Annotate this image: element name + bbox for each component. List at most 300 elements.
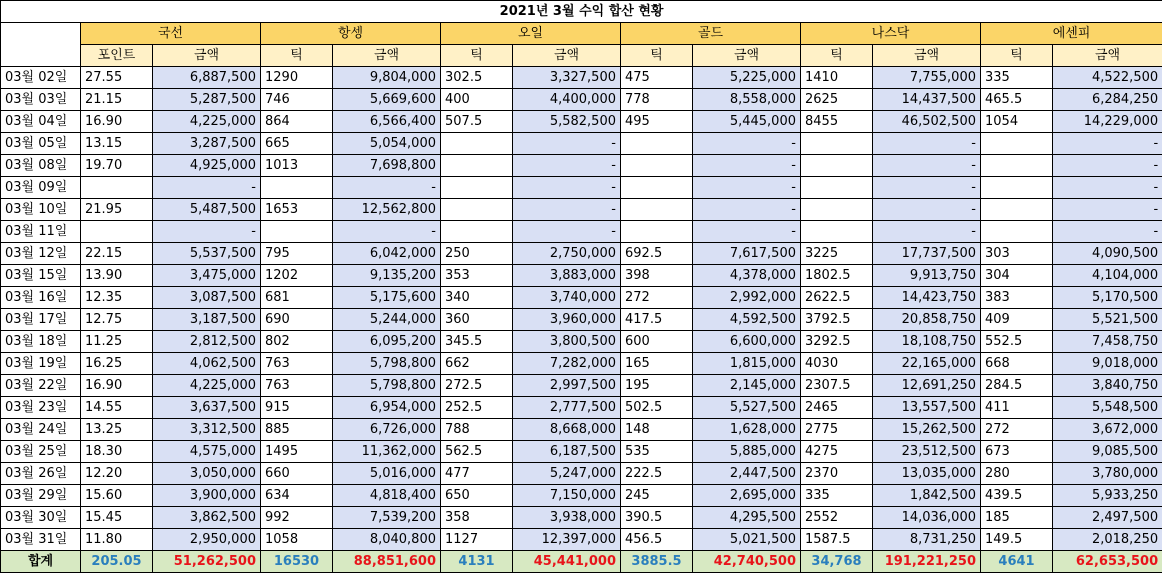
tick-cell[interactable]: 763 [261, 353, 333, 375]
amount-cell[interactable]: 4,818,400 [333, 485, 441, 507]
amount-cell[interactable]: 5,798,800 [333, 375, 441, 397]
tick-cell[interactable]: 12.75 [81, 309, 153, 331]
amount-cell[interactable]: 17,737,500 [873, 243, 981, 265]
date-cell[interactable]: 03월 31일 [1, 529, 81, 551]
tick-cell[interactable]: 345.5 [441, 331, 513, 353]
amount-cell[interactable]: 7,282,000 [513, 353, 621, 375]
tick-cell[interactable] [441, 155, 513, 177]
tick-cell[interactable]: 456.5 [621, 529, 693, 551]
tick-cell[interactable] [801, 221, 873, 243]
amount-cell[interactable]: 9,018,000 [1053, 353, 1162, 375]
amount-cell[interactable]: 8,668,000 [513, 419, 621, 441]
amount-cell[interactable]: 2,497,500 [1053, 507, 1162, 529]
sub-header-amount[interactable]: 금액 [873, 45, 981, 67]
date-cell[interactable]: 03월 09일 [1, 177, 81, 199]
tick-cell[interactable]: 390.5 [621, 507, 693, 529]
amount-cell[interactable]: 11,362,000 [333, 441, 441, 463]
amount-cell[interactable]: - [333, 177, 441, 199]
tick-cell[interactable]: 2775 [801, 419, 873, 441]
amount-cell[interactable]: 3,050,000 [153, 463, 261, 485]
amount-cell[interactable]: - [693, 177, 801, 199]
amount-cell[interactable]: 14,229,000 [1053, 111, 1162, 133]
tick-cell[interactable]: 3225 [801, 243, 873, 265]
amount-cell[interactable]: - [513, 133, 621, 155]
tick-cell[interactable]: 465.5 [981, 89, 1053, 111]
tick-cell[interactable]: 13.15 [81, 133, 153, 155]
amount-cell[interactable]: 9,913,750 [873, 265, 981, 287]
amount-cell[interactable]: 2,777,500 [513, 397, 621, 419]
tick-cell[interactable]: 400 [441, 89, 513, 111]
amount-cell[interactable]: 3,780,000 [1053, 463, 1162, 485]
date-cell[interactable]: 03월 30일 [1, 507, 81, 529]
amount-cell[interactable]: - [873, 133, 981, 155]
amount-cell[interactable]: 5,021,500 [693, 529, 801, 551]
tick-cell[interactable] [261, 221, 333, 243]
amount-cell[interactable]: 7,150,000 [513, 485, 621, 507]
date-cell[interactable]: 03월 02일 [1, 67, 81, 89]
tick-cell[interactable]: 302.5 [441, 67, 513, 89]
date-cell[interactable]: 03월 23일 [1, 397, 81, 419]
tick-cell[interactable]: 165 [621, 353, 693, 375]
amount-cell[interactable]: 3,672,000 [1053, 419, 1162, 441]
tick-cell[interactable]: 335 [981, 67, 1053, 89]
amount-cell[interactable]: 4,090,500 [1053, 243, 1162, 265]
tick-cell[interactable]: 272 [981, 419, 1053, 441]
amount-cell[interactable]: 3,740,000 [513, 287, 621, 309]
date-cell[interactable]: 03월 05일 [1, 133, 81, 155]
amount-cell[interactable]: 3,938,000 [513, 507, 621, 529]
amount-cell[interactable]: 22,165,000 [873, 353, 981, 375]
amount-cell[interactable]: 5,247,000 [513, 463, 621, 485]
total-tick-cell[interactable]: 205.05 [81, 551, 153, 573]
tick-cell[interactable]: 19.70 [81, 155, 153, 177]
tick-cell[interactable]: 4030 [801, 353, 873, 375]
group-header-0[interactable]: 국선 [81, 23, 261, 45]
tick-cell[interactable]: 11.80 [81, 529, 153, 551]
tick-cell[interactable]: 535 [621, 441, 693, 463]
amount-cell[interactable]: 3,312,500 [153, 419, 261, 441]
date-cell[interactable]: 03월 18일 [1, 331, 81, 353]
tick-cell[interactable]: 195 [621, 375, 693, 397]
tick-cell[interactable]: 4275 [801, 441, 873, 463]
amount-cell[interactable]: 6,954,000 [333, 397, 441, 419]
date-cell[interactable]: 03월 29일 [1, 485, 81, 507]
amount-cell[interactable]: 3,900,000 [153, 485, 261, 507]
amount-cell[interactable]: 3,087,500 [153, 287, 261, 309]
amount-cell[interactable]: 5,537,500 [153, 243, 261, 265]
tick-cell[interactable]: 1587.5 [801, 529, 873, 551]
amount-cell[interactable]: 4,062,500 [153, 353, 261, 375]
date-cell[interactable]: 03월 15일 [1, 265, 81, 287]
amount-cell[interactable]: 5,487,500 [153, 199, 261, 221]
tick-cell[interactable]: 12.35 [81, 287, 153, 309]
tick-cell[interactable]: 600 [621, 331, 693, 353]
amount-cell[interactable]: - [1053, 199, 1162, 221]
sub-header-tick[interactable]: 틱 [801, 45, 873, 67]
amount-cell[interactable]: 3,862,500 [153, 507, 261, 529]
amount-cell[interactable]: 13,035,000 [873, 463, 981, 485]
amount-cell[interactable]: 6,726,000 [333, 419, 441, 441]
tick-cell[interactable]: 1054 [981, 111, 1053, 133]
tick-cell[interactable]: 634 [261, 485, 333, 507]
tick-cell[interactable]: 2465 [801, 397, 873, 419]
sub-header-amount[interactable]: 금액 [153, 45, 261, 67]
amount-cell[interactable]: 12,397,000 [513, 529, 621, 551]
tick-cell[interactable]: 2370 [801, 463, 873, 485]
amount-cell[interactable]: 7,458,750 [1053, 331, 1162, 353]
tick-cell[interactable]: 650 [441, 485, 513, 507]
tick-cell[interactable] [621, 155, 693, 177]
amount-cell[interactable]: 5,798,800 [333, 353, 441, 375]
tick-cell[interactable]: 16.25 [81, 353, 153, 375]
amount-cell[interactable]: 5,548,500 [1053, 397, 1162, 419]
amount-cell[interactable]: 4,225,000 [153, 375, 261, 397]
tick-cell[interactable]: 502.5 [621, 397, 693, 419]
amount-cell[interactable]: 6,187,500 [513, 441, 621, 463]
tick-cell[interactable]: 16.90 [81, 375, 153, 397]
sub-header-tick[interactable]: 틱 [261, 45, 333, 67]
tick-cell[interactable]: 16.90 [81, 111, 153, 133]
amount-cell[interactable]: - [1053, 221, 1162, 243]
tick-cell[interactable] [441, 199, 513, 221]
tick-cell[interactable]: 284.5 [981, 375, 1053, 397]
amount-cell[interactable]: 3,840,750 [1053, 375, 1162, 397]
tick-cell[interactable]: 915 [261, 397, 333, 419]
tick-cell[interactable]: 2622.5 [801, 287, 873, 309]
sub-header-amount[interactable]: 금액 [513, 45, 621, 67]
amount-cell[interactable]: 6,284,250 [1053, 89, 1162, 111]
amount-cell[interactable]: 3,287,500 [153, 133, 261, 155]
amount-cell[interactable]: - [333, 221, 441, 243]
tick-cell[interactable]: 1127 [441, 529, 513, 551]
sub-header-tick[interactable]: 틱 [981, 45, 1053, 67]
tick-cell[interactable]: 148 [621, 419, 693, 441]
tick-cell[interactable]: 802 [261, 331, 333, 353]
total-amount-cell[interactable]: 42,740,500 [693, 551, 801, 573]
date-cell[interactable]: 03월 04일 [1, 111, 81, 133]
amount-cell[interactable]: 4,225,000 [153, 111, 261, 133]
amount-cell[interactable]: 7,539,200 [333, 507, 441, 529]
date-cell[interactable]: 03월 25일 [1, 441, 81, 463]
tick-cell[interactable]: 692.5 [621, 243, 693, 265]
tick-cell[interactable] [621, 133, 693, 155]
tick-cell[interactable] [801, 199, 873, 221]
amount-cell[interactable]: 7,617,500 [693, 243, 801, 265]
amount-cell[interactable]: 6,095,200 [333, 331, 441, 353]
tick-cell[interactable] [981, 133, 1053, 155]
tick-cell[interactable]: 662 [441, 353, 513, 375]
amount-cell[interactable]: 2,018,250 [1053, 529, 1162, 551]
amount-cell[interactable]: 2,447,500 [693, 463, 801, 485]
tick-cell[interactable]: 21.95 [81, 199, 153, 221]
amount-cell[interactable]: 14,437,500 [873, 89, 981, 111]
tick-cell[interactable]: 12.20 [81, 463, 153, 485]
amount-cell[interactable]: 9,804,000 [333, 67, 441, 89]
tick-cell[interactable]: 3792.5 [801, 309, 873, 331]
corner-cell[interactable] [1, 23, 81, 67]
amount-cell[interactable]: 2,992,000 [693, 287, 801, 309]
tick-cell[interactable]: 11.25 [81, 331, 153, 353]
total-tick-cell[interactable]: 4641 [981, 551, 1053, 573]
amount-cell[interactable]: 13,557,500 [873, 397, 981, 419]
amount-cell[interactable]: 3,327,500 [513, 67, 621, 89]
tick-cell[interactable] [981, 199, 1053, 221]
tick-cell[interactable]: 2552 [801, 507, 873, 529]
amount-cell[interactable]: 2,812,500 [153, 331, 261, 353]
tick-cell[interactable]: 18.30 [81, 441, 153, 463]
amount-cell[interactable]: - [513, 199, 621, 221]
sub-header-amount[interactable]: 금액 [333, 45, 441, 67]
tick-cell[interactable] [441, 133, 513, 155]
amount-cell[interactable]: 8,558,000 [693, 89, 801, 111]
date-cell[interactable]: 03월 17일 [1, 309, 81, 331]
amount-cell[interactable]: 3,883,000 [513, 265, 621, 287]
total-label[interactable]: 합계 [1, 551, 81, 573]
date-cell[interactable]: 03월 12일 [1, 243, 81, 265]
tick-cell[interactable]: 864 [261, 111, 333, 133]
amount-cell[interactable]: 4,522,500 [1053, 67, 1162, 89]
amount-cell[interactable]: 4,295,500 [693, 507, 801, 529]
tick-cell[interactable]: 21.15 [81, 89, 153, 111]
tick-cell[interactable]: 1013 [261, 155, 333, 177]
tick-cell[interactable]: 272.5 [441, 375, 513, 397]
amount-cell[interactable]: 4,925,000 [153, 155, 261, 177]
sub-header-amount[interactable]: 금액 [1053, 45, 1162, 67]
amount-cell[interactable]: 5,287,500 [153, 89, 261, 111]
amount-cell[interactable]: - [873, 177, 981, 199]
amount-cell[interactable]: 5,669,600 [333, 89, 441, 111]
tick-cell[interactable]: 681 [261, 287, 333, 309]
tick-cell[interactable]: 250 [441, 243, 513, 265]
amount-cell[interactable]: 18,108,750 [873, 331, 981, 353]
tick-cell[interactable]: 27.55 [81, 67, 153, 89]
amount-cell[interactable]: 5,933,250 [1053, 485, 1162, 507]
tick-cell[interactable]: 1202 [261, 265, 333, 287]
tick-cell[interactable]: 272 [621, 287, 693, 309]
tick-cell[interactable]: 8455 [801, 111, 873, 133]
tick-cell[interactable]: 477 [441, 463, 513, 485]
tick-cell[interactable] [981, 221, 1053, 243]
amount-cell[interactable]: 7,698,800 [333, 155, 441, 177]
tick-cell[interactable]: 335 [801, 485, 873, 507]
total-amount-cell[interactable]: 45,441,000 [513, 551, 621, 573]
tick-cell[interactable]: 562.5 [441, 441, 513, 463]
group-header-4[interactable]: 나스닥 [801, 23, 981, 45]
amount-cell[interactable]: 6,887,500 [153, 67, 261, 89]
tick-cell[interactable] [81, 177, 153, 199]
total-amount-cell[interactable]: 62,653,500 [1053, 551, 1162, 573]
amount-cell[interactable]: - [513, 221, 621, 243]
tick-cell[interactable]: 222.5 [621, 463, 693, 485]
tick-cell[interactable]: 668 [981, 353, 1053, 375]
amount-cell[interactable]: 5,582,500 [513, 111, 621, 133]
amount-cell[interactable]: 20,858,750 [873, 309, 981, 331]
amount-cell[interactable]: - [1053, 177, 1162, 199]
date-cell[interactable]: 03월 24일 [1, 419, 81, 441]
amount-cell[interactable]: 5,054,000 [333, 133, 441, 155]
amount-cell[interactable]: 46,502,500 [873, 111, 981, 133]
total-amount-cell[interactable]: 51,262,500 [153, 551, 261, 573]
amount-cell[interactable]: 3,800,500 [513, 331, 621, 353]
date-cell[interactable]: 03월 11일 [1, 221, 81, 243]
tick-cell[interactable]: 1058 [261, 529, 333, 551]
total-amount-cell[interactable]: 88,851,600 [333, 551, 441, 573]
total-tick-cell[interactable]: 16530 [261, 551, 333, 573]
total-tick-cell[interactable]: 34,768 [801, 551, 873, 573]
amount-cell[interactable]: 5,527,500 [693, 397, 801, 419]
group-header-2[interactable]: 오일 [441, 23, 621, 45]
tick-cell[interactable] [981, 155, 1053, 177]
tick-cell[interactable]: 475 [621, 67, 693, 89]
amount-cell[interactable]: 5,445,000 [693, 111, 801, 133]
tick-cell[interactable]: 885 [261, 419, 333, 441]
amount-cell[interactable]: 2,997,500 [513, 375, 621, 397]
amount-cell[interactable]: - [153, 221, 261, 243]
amount-cell[interactable]: 8,040,800 [333, 529, 441, 551]
amount-cell[interactable]: - [873, 199, 981, 221]
tick-cell[interactable]: 353 [441, 265, 513, 287]
amount-cell[interactable]: 15,262,500 [873, 419, 981, 441]
amount-cell[interactable]: 5,244,000 [333, 309, 441, 331]
amount-cell[interactable]: - [153, 177, 261, 199]
tick-cell[interactable]: 13.90 [81, 265, 153, 287]
tick-cell[interactable]: 360 [441, 309, 513, 331]
tick-cell[interactable]: 746 [261, 89, 333, 111]
total-tick-cell[interactable]: 4131 [441, 551, 513, 573]
amount-cell[interactable]: - [693, 155, 801, 177]
tick-cell[interactable]: 340 [441, 287, 513, 309]
amount-cell[interactable]: 5,016,000 [333, 463, 441, 485]
amount-cell[interactable]: 3,475,000 [153, 265, 261, 287]
tick-cell[interactable]: 303 [981, 243, 1053, 265]
amount-cell[interactable]: - [513, 177, 621, 199]
amount-cell[interactable]: - [693, 133, 801, 155]
amount-cell[interactable]: 4,575,000 [153, 441, 261, 463]
tick-cell[interactable]: 3292.5 [801, 331, 873, 353]
amount-cell[interactable]: 12,562,800 [333, 199, 441, 221]
tick-cell[interactable]: 552.5 [981, 331, 1053, 353]
amount-cell[interactable]: 4,592,500 [693, 309, 801, 331]
tick-cell[interactable]: 417.5 [621, 309, 693, 331]
tick-cell[interactable]: 245 [621, 485, 693, 507]
amount-cell[interactable]: 4,104,000 [1053, 265, 1162, 287]
amount-cell[interactable]: 6,042,000 [333, 243, 441, 265]
amount-cell[interactable]: 8,731,250 [873, 529, 981, 551]
tick-cell[interactable] [621, 199, 693, 221]
group-header-5[interactable]: 에센피 [981, 23, 1162, 45]
amount-cell[interactable]: - [1053, 155, 1162, 177]
date-cell[interactable]: 03월 16일 [1, 287, 81, 309]
amount-cell[interactable]: 6,600,000 [693, 331, 801, 353]
tick-cell[interactable]: 149.5 [981, 529, 1053, 551]
tick-cell[interactable] [441, 221, 513, 243]
amount-cell[interactable]: 9,085,500 [1053, 441, 1162, 463]
tick-cell[interactable]: 778 [621, 89, 693, 111]
tick-cell[interactable]: 660 [261, 463, 333, 485]
amount-cell[interactable]: - [693, 221, 801, 243]
amount-cell[interactable]: 5,175,600 [333, 287, 441, 309]
amount-cell[interactable]: 14,423,750 [873, 287, 981, 309]
tick-cell[interactable] [441, 177, 513, 199]
amount-cell[interactable]: 23,512,500 [873, 441, 981, 463]
tick-cell[interactable]: 795 [261, 243, 333, 265]
amount-cell[interactable]: - [1053, 133, 1162, 155]
amount-cell[interactable]: 6,566,400 [333, 111, 441, 133]
amount-cell[interactable]: 5,885,000 [693, 441, 801, 463]
tick-cell[interactable]: 690 [261, 309, 333, 331]
tick-cell[interactable] [261, 177, 333, 199]
sub-header-tick[interactable]: 틱 [441, 45, 513, 67]
amount-cell[interactable]: 3,637,500 [153, 397, 261, 419]
amount-cell[interactable]: 9,135,200 [333, 265, 441, 287]
tick-cell[interactable]: 13.25 [81, 419, 153, 441]
tick-cell[interactable]: 358 [441, 507, 513, 529]
date-cell[interactable]: 03월 10일 [1, 199, 81, 221]
tick-cell[interactable]: 763 [261, 375, 333, 397]
amount-cell[interactable]: 4,400,000 [513, 89, 621, 111]
amount-cell[interactable]: - [693, 199, 801, 221]
amount-cell[interactable]: 2,145,000 [693, 375, 801, 397]
sub-header-amount[interactable]: 금액 [693, 45, 801, 67]
tick-cell[interactable] [801, 155, 873, 177]
sheet-title[interactable]: 2021년 3월 수익 합산 현황 [1, 1, 1162, 23]
tick-cell[interactable] [81, 221, 153, 243]
amount-cell[interactable]: 5,170,500 [1053, 287, 1162, 309]
tick-cell[interactable]: 280 [981, 463, 1053, 485]
tick-cell[interactable]: 383 [981, 287, 1053, 309]
tick-cell[interactable]: 507.5 [441, 111, 513, 133]
date-cell[interactable]: 03월 03일 [1, 89, 81, 111]
tick-cell[interactable]: 1290 [261, 67, 333, 89]
amount-cell[interactable]: 2,695,000 [693, 485, 801, 507]
sub-header-tick[interactable]: 포인트 [81, 45, 153, 67]
tick-cell[interactable] [981, 177, 1053, 199]
amount-cell[interactable]: - [513, 155, 621, 177]
tick-cell[interactable]: 15.45 [81, 507, 153, 529]
tick-cell[interactable]: 398 [621, 265, 693, 287]
tick-cell[interactable]: 1802.5 [801, 265, 873, 287]
tick-cell[interactable]: 788 [441, 419, 513, 441]
tick-cell[interactable]: 14.55 [81, 397, 153, 419]
tick-cell[interactable]: 673 [981, 441, 1053, 463]
amount-cell[interactable]: 3,187,500 [153, 309, 261, 331]
tick-cell[interactable]: 411 [981, 397, 1053, 419]
tick-cell[interactable]: 665 [261, 133, 333, 155]
amount-cell[interactable]: 7,755,000 [873, 67, 981, 89]
amount-cell[interactable]: 12,691,250 [873, 375, 981, 397]
amount-cell[interactable]: 3,960,000 [513, 309, 621, 331]
tick-cell[interactable]: 2625 [801, 89, 873, 111]
tick-cell[interactable]: 495 [621, 111, 693, 133]
tick-cell[interactable]: 409 [981, 309, 1053, 331]
tick-cell[interactable]: 2307.5 [801, 375, 873, 397]
tick-cell[interactable] [801, 133, 873, 155]
date-cell[interactable]: 03월 26일 [1, 463, 81, 485]
amount-cell[interactable]: 1,815,000 [693, 353, 801, 375]
total-tick-cell[interactable]: 3885.5 [621, 551, 693, 573]
amount-cell[interactable]: 5,521,500 [1053, 309, 1162, 331]
amount-cell[interactable]: - [873, 221, 981, 243]
tick-cell[interactable]: 304 [981, 265, 1053, 287]
tick-cell[interactable] [621, 177, 693, 199]
total-amount-cell[interactable]: 191,221,250 [873, 551, 981, 573]
amount-cell[interactable]: 14,036,000 [873, 507, 981, 529]
tick-cell[interactable]: 992 [261, 507, 333, 529]
tick-cell[interactable] [621, 221, 693, 243]
amount-cell[interactable]: - [873, 155, 981, 177]
sub-header-tick[interactable]: 틱 [621, 45, 693, 67]
amount-cell[interactable]: 1,628,000 [693, 419, 801, 441]
